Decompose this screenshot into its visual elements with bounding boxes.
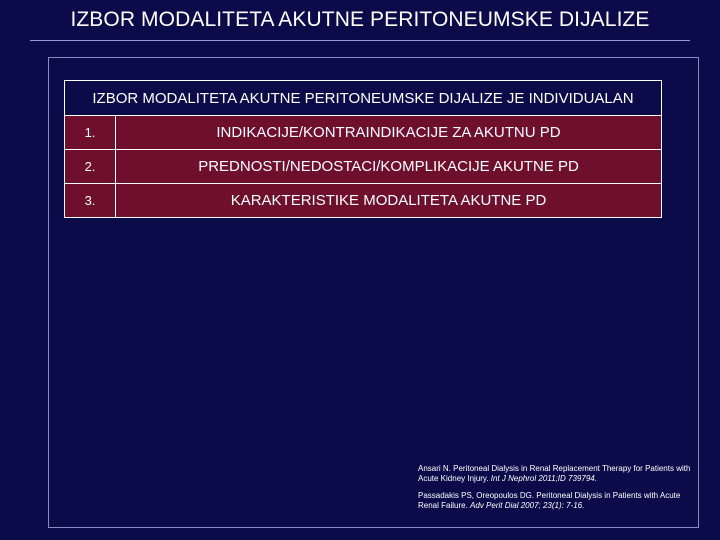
reference-item [418,491,703,511]
row-text: PREDNOSTI/NEDOSTACI/KOMPLIKACIJE AKUTNE PD [198,158,579,175]
row-number: 1. [65,116,116,149]
row-text: INDIKACIJE/KONTRAINDIKACIJE ZA AKUTNU PD [216,124,561,141]
reference-source: Adv Perit Dial 2007; 23(1): 7-16. [470,501,585,510]
title-divider [30,40,690,41]
row-text: KARAKTERISTIKE MODALITETA AKUTNE PD [230,192,547,209]
table-row [65,116,661,149]
row-number: 2. [65,150,116,183]
reference-item [418,464,703,484]
reference-source: Int J Nephrol 2011;ID 739794. [490,474,597,483]
table-row [65,183,661,217]
table-row [65,149,661,183]
modality-table [64,115,662,218]
reference-text: Ansari N. Peritoneal Dialysis in Renal Replacement Therapy for Patients with Acute Kidney Injury. [418,464,691,483]
reference-text: Passadakis PS, Oreopoulos DG. Peritoneal Dialysis in Patients with Acute Renal Failure. [418,491,681,510]
table-header: IZBOR MODALITETA AKUTNE PERITONEUMSKE DIJALIZE JE INDIVIDUALAN [64,80,662,116]
row-number: 3. [65,184,116,217]
slide-title: IZBOR MODALITETA AKUTNE PERITONEUMSKE DIJALIZE [70,8,650,31]
references [418,464,703,518]
